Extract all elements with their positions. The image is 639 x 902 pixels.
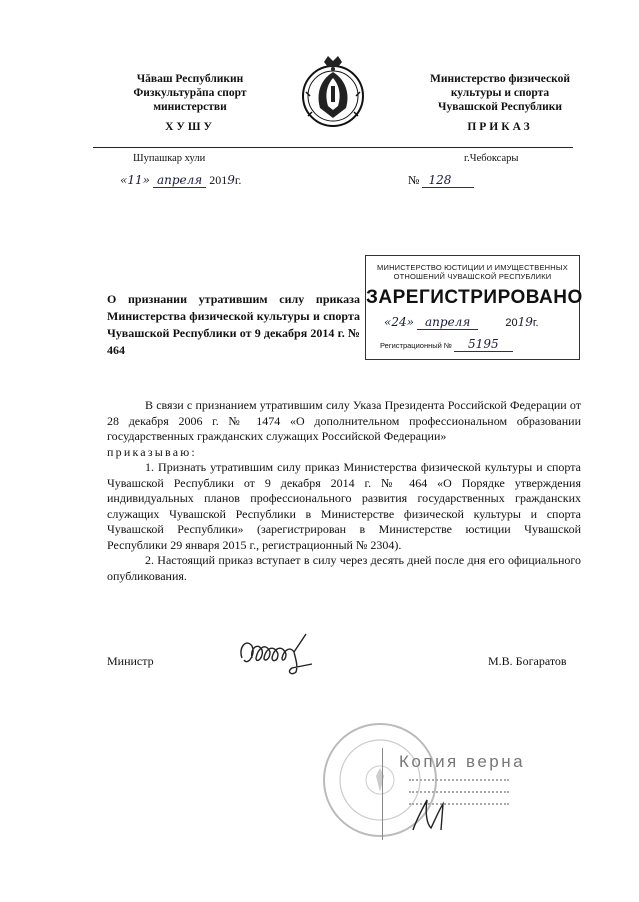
handwritten-signature: [236, 628, 326, 678]
signature-name: М.В. Богаратов: [488, 654, 567, 668]
signature-role: Министр: [107, 654, 154, 668]
header-left-line3: министерстви: [153, 101, 227, 113]
document-body: [107, 398, 581, 584]
stamp-org-line1: МИНИСТЕРСТВО ЮСТИЦИИ И ИМУЩЕСТВЕННЫХ: [377, 263, 568, 272]
order-number-prefix: №: [408, 173, 420, 187]
header-divider: [93, 147, 573, 148]
stamp-reg: [380, 337, 579, 351]
order-number-value: 128: [422, 173, 474, 188]
body-paragraph-1: В связи с признанием утратившим силу Указа Президента Российской Федерации от 28 декабря 2006 г. № 1474 «О дополнительном профессиональном образовании государственных гражданских служащих Российской Федерации»: [107, 398, 581, 443]
registration-stamp: [365, 255, 583, 360]
header-left-line1: Чăваш Республикин: [136, 73, 244, 85]
header-right-line1: Министерство физической: [429, 73, 570, 85]
header-right-block: [405, 72, 595, 134]
stamp-date-year-prefix: 20: [505, 317, 518, 329]
order-date-year-prefix: 201: [209, 173, 228, 187]
copy-stamp-title: Копия верна: [399, 752, 526, 771]
body-paragraph-3: 2. Настоящий приказ вступает в силу через десять дней после дня его официального опубликования.: [107, 553, 581, 583]
stamp-date-day: «24»: [384, 315, 414, 329]
stamp-reg-number: 5195: [454, 337, 513, 352]
copy-stamp-line: [409, 779, 509, 784]
order-date-year-end: г.: [234, 173, 242, 187]
stamp-status: ЗАРЕГИСТРИРОВАНО: [366, 287, 583, 308]
header-right-line2: культуры и спорта: [450, 87, 550, 99]
stamp-date-year-suffix: 19: [517, 315, 533, 329]
stamp-date-month: апреля: [417, 315, 478, 330]
body-paragraph-2: 1. Признать утратившим силу приказ Министерства физической культуры и спорта Чувашской Республики от 9 декабря 2014 г. № 464 «О Порядке утверждения индивидуальных планов профессионального развития государственных гражданских служащих Чувашской Республики в Министерстве физической культуры и спорта Чувашской Республики» (зарегистрирован в Министерстве юстиции Чувашской Республики 29 января 2015 г., регистрационный № 2304).: [107, 460, 581, 552]
stamp-org-line2: ОТНОШЕНИЙ ЧУВАШСКОЙ РЕСПУБЛИКИ: [393, 272, 552, 281]
header-left-block: [95, 72, 285, 134]
place-left: Шупашкар хули: [133, 153, 206, 164]
place-right: г.Чебоксары: [464, 153, 519, 164]
header-right-doc-type: ПРИКАЗ: [467, 121, 533, 133]
header-left-doc-type: ХУШУ: [165, 121, 215, 133]
copy-stamp-signature: [405, 790, 455, 835]
order-date-day: «11»: [120, 173, 150, 187]
order-date: [120, 173, 241, 188]
stamp-date: [384, 315, 579, 329]
coat-of-arms-emblem: [298, 52, 368, 132]
stamp-org: [366, 263, 579, 281]
document-title: О признании утратившим силу приказа Министерства физической культуры и спорта Чувашской Республики от 9 декабря 2014 г. № 464: [107, 292, 360, 357]
header-left-line2: Физкультурăпа спорт: [133, 87, 247, 99]
order-date-year-suffix: 9: [227, 173, 235, 187]
order-number: [408, 173, 474, 188]
order-date-month: апреля: [153, 173, 206, 188]
stamp-date-year-end: г.: [532, 317, 539, 329]
header-right-line3: Чувашской Республики: [438, 101, 562, 113]
stamp-reg-label: Регистрационный №: [380, 341, 452, 350]
body-order-word: приказываю:: [107, 444, 197, 459]
